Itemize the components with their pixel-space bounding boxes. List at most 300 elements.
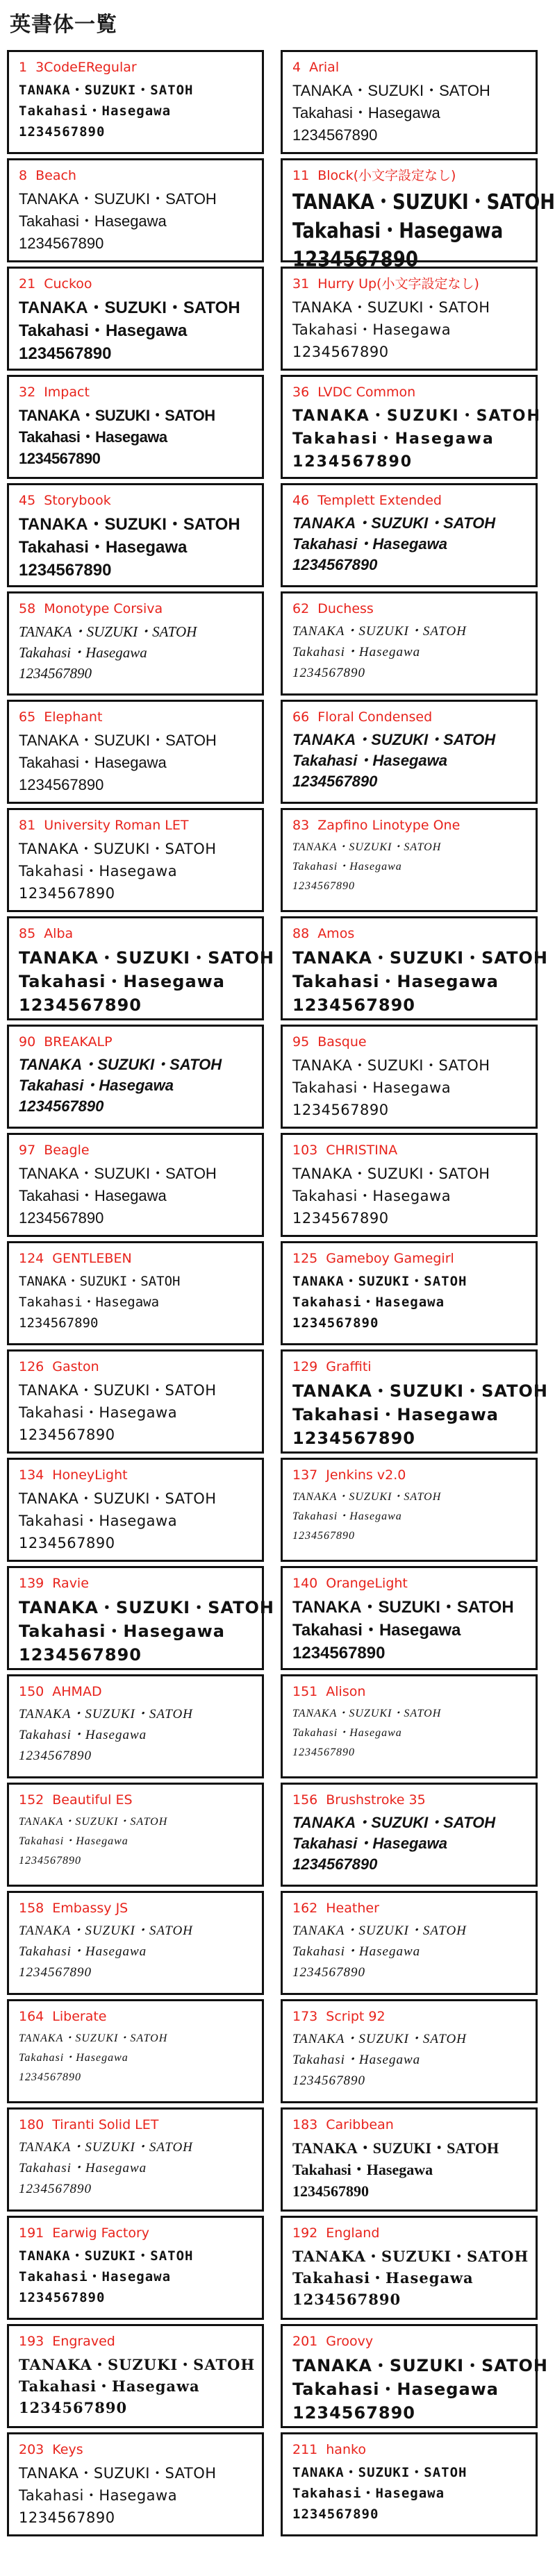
sample-line3: 1234567890 [19, 344, 112, 363]
font-number: 97 [19, 1143, 36, 1158]
sample-line2: Takahasi・Hasegawa [19, 538, 188, 557]
sample-line3: 1234567890 [292, 1530, 355, 1542]
sample-line3: 1234567890 [292, 126, 378, 144]
font-sample-card [281, 1025, 538, 1129]
font-number: 193 [19, 2334, 44, 2349]
font-sample-text [292, 621, 526, 684]
font-sample-text [292, 2137, 526, 2202]
font-number: 151 [292, 1684, 318, 1699]
font-number: 134 [19, 1467, 44, 1483]
font-sample-text [292, 1054, 526, 1121]
font-sample-text [292, 1921, 526, 1983]
font-sample-text [292, 405, 541, 473]
sample-line1: TANAKA・SUZUKI・SATOH [292, 2248, 529, 2265]
font-name: Basque [317, 1034, 367, 1050]
font-sample-text [19, 1379, 252, 1446]
sample-line2: Takahasi・Hasegawa [19, 1404, 178, 1421]
sample-line3: 1234567890 [19, 1315, 99, 1331]
sample-line2: Takahasi・Hasegawa [19, 2377, 200, 2395]
sample-line3: 1234567890 [292, 556, 378, 573]
font-number: 192 [292, 2225, 318, 2241]
sample-line2: Takahasi・Hasegawa [19, 428, 167, 446]
font-number: 4 [292, 60, 301, 75]
sample-line1: TANAKA・SUZUKI・SATOH [292, 731, 496, 748]
font-name: Duchess [317, 601, 374, 616]
font-sample-text [19, 1488, 252, 1554]
font-name: Earwig Factory [52, 2225, 150, 2241]
font-title [292, 1142, 526, 1159]
sample-line1: TANAKA・SUZUKI・SATOH [19, 948, 274, 968]
font-title [19, 276, 252, 292]
sample-line2: Takahasi・Hasegawa [292, 2269, 474, 2287]
font-sample-card [281, 2216, 538, 2320]
font-sample-text [292, 2462, 526, 2525]
font-number: 126 [19, 1359, 44, 1374]
font-title [19, 1683, 252, 1700]
sample-line1: TANAKA・SUZUKI・SATOH [292, 514, 496, 532]
font-number: 103 [292, 1143, 318, 1158]
sample-line2: Takahasi・Hasegawa [19, 212, 167, 230]
sample-line2: Takahasi・Hasegawa [19, 863, 178, 879]
font-sample-card [281, 1566, 538, 1670]
font-name: Floral Condensed [317, 709, 433, 725]
font-sample-text [292, 80, 526, 146]
font-number: 203 [19, 2442, 44, 2457]
font-number: 62 [292, 601, 310, 616]
font-name: Liberate [52, 2009, 107, 2024]
font-name: Cuckoo [44, 276, 92, 292]
font-sample-text [19, 1596, 274, 1667]
font-title [19, 492, 252, 509]
sample-line1: TANAKA・SUZUKI・SATOH [19, 732, 217, 749]
sample-line1: TANAKA・SUZUKI・SATOH [292, 1708, 442, 1719]
font-number: 65 [19, 709, 36, 725]
font-sample-card [7, 808, 264, 912]
font-name: Heather [326, 1901, 379, 1916]
font-number: 137 [292, 1467, 318, 1483]
font-name: AHMAD [52, 1684, 102, 1699]
font-sample-text [19, 730, 252, 796]
font-name: BREAKALP [44, 1034, 113, 1050]
font-sample-card [7, 1241, 264, 1345]
sample-line1: TANAKA・SUZUKI・SATOH [292, 841, 442, 853]
font-title [19, 1575, 252, 1592]
sample-line2: Takahasi・Hasegawa [292, 2380, 499, 2399]
sample-line3: 1234567890 [292, 1210, 389, 1227]
sample-line1: TANAKA・SUZUKI・SATOH [292, 2465, 467, 2480]
sample-line1: TANAKA・SUZUKI・SATOH [292, 2032, 467, 2046]
sample-line1: TANAKA・SUZUKI・SATOH [292, 1057, 490, 1074]
sample-line2: Takahasi・Hasegawa [19, 1295, 160, 1310]
font-name: Graffiti [326, 1359, 372, 1374]
font-sample-text [19, 405, 252, 469]
font-sample-text [292, 2029, 526, 2091]
font-title [292, 600, 526, 617]
sample-line3: 1234567890 [292, 2291, 401, 2308]
font-number: 201 [292, 2334, 318, 2349]
font-name: LVDC Common [317, 385, 416, 400]
font-name: OrangeLight [326, 1576, 408, 1591]
sample-line2: Takahasi・Hasegawa [292, 321, 452, 338]
sample-line3: 1234567890 [19, 1209, 104, 1227]
sample-line3: 1234567890 [19, 885, 115, 902]
font-sample-card [281, 808, 538, 912]
font-number: 124 [19, 1251, 44, 1266]
font-sample-text [292, 1704, 526, 1762]
font-number: 211 [292, 2442, 318, 2457]
font-sample-card [7, 2432, 264, 2536]
sample-line2: Takahasi・Hasegawa [292, 1295, 445, 1310]
sample-line3: 1234567890 [19, 1645, 142, 1665]
sample-line3: 1234567890 [19, 2399, 128, 2416]
font-sample-text [292, 2354, 548, 2425]
font-sample-card [7, 916, 274, 1020]
sample-line1: TANAKA・SUZUKI・SATOH [19, 1056, 222, 1073]
font-title [19, 2225, 252, 2241]
font-title [292, 492, 526, 509]
font-sample-card [281, 1349, 548, 1454]
font-number: 164 [19, 2009, 44, 2024]
sample-line1: TANAKA・SUZUKI・SATOH [292, 407, 541, 425]
font-name: Beautiful ES [52, 1792, 133, 1808]
sample-line2: Takahasi・Hasegawa [292, 1405, 499, 1424]
font-title [19, 1467, 252, 1483]
sample-line2: Takahasi・Hasegawa [19, 1513, 178, 1529]
sample-line1: TANAKA・SUZUKI・SATOH [19, 190, 217, 208]
font-sample-text [19, 1163, 252, 1229]
font-sample-text [292, 513, 526, 575]
font-title [19, 2116, 252, 2133]
font-sample-text [292, 188, 555, 274]
font-sample-card [7, 1891, 264, 1995]
font-sample-text [292, 1596, 526, 1665]
sample-line1: TANAKA・SUZUKI・SATOH [292, 1274, 467, 1289]
font-sample-text [19, 1812, 252, 1871]
font-name: University Roman LET [44, 818, 189, 833]
font-title [19, 2441, 252, 2458]
font-title [19, 925, 252, 942]
sample-line2: Takahasi・Hasegawa [19, 1944, 147, 1959]
sample-line2: Takahasi・Hasegawa [292, 219, 504, 244]
sample-line3: 1234567890 [19, 1535, 115, 1551]
font-number: 139 [19, 1576, 44, 1591]
font-number: 158 [19, 1901, 44, 1916]
font-sample-card [7, 50, 264, 154]
font-number: 1 [19, 60, 28, 75]
sample-line1: TANAKA・SUZUKI・SATOH [19, 1923, 193, 1938]
sample-line1: TANAKA・SUZUKI・SATOH [292, 2139, 499, 2157]
font-name: Keys [52, 2442, 83, 2457]
sample-line1: TANAKA・SUZUKI・SATOH [19, 1707, 193, 1721]
sample-line1: TANAKA・SUZUKI・SATOH [19, 1274, 181, 1289]
font-title [292, 2008, 526, 2025]
font-name: Hurry Up(小文字設定なし) [317, 276, 479, 292]
font-sample-text [19, 296, 252, 365]
sample-line3: 1234567890 [19, 450, 101, 467]
font-name: Jenkins v2.0 [326, 1467, 406, 1483]
font-title [292, 1683, 526, 1700]
sample-line1: TANAKA・SUZUKI・SATOH [292, 190, 555, 214]
font-title [292, 709, 526, 725]
sample-line2: Takahasi・Hasegawa [19, 2052, 129, 2064]
font-sample-text [19, 838, 252, 904]
font-sample-text [292, 1379, 548, 1450]
sample-line3: 1234567890 [292, 248, 418, 272]
font-title [19, 2008, 252, 2025]
font-number: 83 [292, 818, 310, 833]
font-sample-card [281, 158, 555, 272]
font-number: 95 [292, 1034, 310, 1050]
font-title [292, 1467, 526, 1483]
font-sample-text [292, 730, 526, 792]
sample-line2: Takahasi・Hasegawa [292, 1727, 402, 1739]
sample-line3: 1234567890 [292, 1965, 365, 1980]
font-sample-card [7, 483, 264, 587]
sample-line1: TANAKA・SUZUKI・SATOH [292, 1381, 548, 1401]
font-title [292, 925, 526, 942]
font-sample-text [19, 2354, 256, 2418]
font-name: Alba [44, 926, 74, 941]
sample-line2: Takahasi・Hasegawa [19, 103, 172, 119]
font-number: 90 [19, 1034, 36, 1050]
sample-line3: 1234567890 [292, 1429, 415, 1448]
font-name: Engraved [52, 2334, 115, 2349]
font-sample-text [19, 621, 252, 684]
sample-line1: TANAKA・SUZUKI・SATOH [292, 1598, 514, 1617]
sample-line3: 1234567890 [292, 1644, 386, 1662]
font-number: 173 [292, 2009, 318, 2024]
sample-line2: Takahasi・Hasegawa [292, 1621, 461, 1640]
sample-line1: TANAKA・SUZUKI・SATOH [19, 298, 240, 317]
sample-line3: 1234567890 [292, 880, 355, 892]
font-number: 31 [292, 276, 310, 292]
font-sample-card [7, 591, 264, 696]
font-name: Groovy [326, 2334, 374, 2349]
font-name: Amos [317, 926, 355, 941]
font-number: 156 [292, 1792, 318, 1808]
sample-line3: 1234567890 [292, 1102, 389, 1118]
font-number: 58 [19, 601, 36, 616]
font-name: Impact [44, 385, 90, 400]
sample-line3: 1234567890 [292, 2073, 365, 2088]
sample-line2: Takahasi・Hasegawa [292, 535, 447, 553]
font-name: Caribbean [326, 2117, 394, 2132]
font-sample-card [281, 375, 541, 479]
sample-line2: Takahasi・Hasegawa [292, 1835, 447, 1852]
font-sample-card [281, 1458, 538, 1562]
font-number: 152 [19, 1792, 44, 1808]
sample-line3: 1234567890 [292, 2182, 369, 2200]
font-title [292, 1034, 526, 1050]
sample-line3: 1234567890 [19, 776, 104, 793]
font-sample-card [281, 1999, 538, 2103]
font-name: Tiranti Solid LET [52, 2117, 159, 2132]
sample-line2: Takahasi・Hasegawa [19, 1835, 129, 1847]
font-number: 46 [292, 493, 310, 508]
sample-line2: Takahasi・Hasegawa [292, 2161, 433, 2178]
sample-line1: TANAKA・SUZUKI・SATOH [19, 1816, 168, 1828]
font-sample-card [7, 1025, 264, 1129]
font-name: GENTLEBEN [52, 1251, 132, 1266]
sample-line1: TANAKA・SUZUKI・SATOH [292, 1923, 467, 1938]
sample-line2: Takahasi・Hasegawa [292, 104, 440, 121]
font-name: Brushstroke 35 [326, 1792, 426, 1808]
sample-line1: TANAKA・SUZUKI・SATOH [19, 1382, 217, 1399]
sample-line2: Takahasi・Hasegawa [292, 752, 447, 769]
font-number: 8 [19, 168, 28, 183]
font-name: Embassy JS [52, 1901, 129, 1916]
font-sample-text [292, 1488, 526, 1546]
font-name: Arial [309, 60, 340, 75]
font-title [292, 1900, 526, 1917]
font-title [19, 709, 252, 725]
font-sample-card [281, 1674, 538, 1778]
font-title [19, 1358, 252, 1375]
font-number: 11 [292, 168, 310, 183]
sample-line3: 1234567890 [19, 1965, 92, 1980]
sample-line1: TANAKA・SUZUKI・SATOH [292, 299, 490, 316]
sample-line2: Takahasi・Hasegawa [19, 644, 147, 661]
font-name: Gameboy Gamegirl [326, 1251, 454, 1266]
sample-line3: 1234567890 [19, 2182, 92, 2196]
sample-line1: TANAKA・SUZUKI・SATOH [19, 2032, 168, 2044]
font-number: 183 [292, 2117, 318, 2132]
sample-line3: 1234567890 [292, 773, 378, 790]
sample-line3: 1234567890 [292, 995, 415, 1015]
sample-line3: 1234567890 [19, 124, 106, 140]
font-number: 88 [292, 926, 310, 941]
sample-line3: 1234567890 [19, 1855, 81, 1867]
font-number: 32 [19, 385, 36, 400]
font-sample-card [281, 483, 538, 587]
font-sample-card [281, 50, 538, 154]
sample-line3: 1234567890 [292, 1746, 355, 1758]
font-sample-card [281, 2432, 538, 2536]
font-sample-card [281, 2107, 538, 2212]
sample-line2: Takahasi・Hasegawa [292, 2486, 445, 2501]
font-name: Block(小文字設定なし) [317, 168, 456, 183]
sample-line2: Takahasi・Hasegawa [292, 1079, 452, 1096]
font-title [19, 384, 252, 401]
page-title: 英書体一覧 [10, 12, 117, 37]
font-name: Elephant [44, 709, 103, 725]
sample-line3: 1234567890 [292, 2403, 415, 2423]
font-name: hanko [326, 2442, 366, 2457]
font-title [292, 59, 526, 76]
font-sample-text [292, 1271, 526, 1333]
sample-line3: 1234567890 [292, 1315, 379, 1331]
font-title [292, 276, 526, 292]
sample-line3: 1234567890 [19, 665, 92, 682]
font-number: 36 [292, 385, 310, 400]
sample-line1: TANAKA・SUZUKI・SATOH [292, 948, 548, 968]
font-title [19, 1250, 252, 1267]
font-name: Beagle [44, 1143, 90, 1158]
sample-line3: 1234567890 [19, 235, 104, 252]
font-name: Ravie [52, 1576, 89, 1591]
font-sample-text [19, 188, 252, 255]
font-sample-text [19, 946, 274, 1017]
sample-line1: TANAKA・SUZUKI・SATOH [19, 2356, 256, 2373]
font-title [292, 2225, 526, 2241]
sample-line3: 1234567890 [19, 2290, 106, 2305]
font-sample-text [19, 2029, 252, 2087]
font-title [292, 384, 526, 401]
font-title [292, 817, 526, 834]
font-sample-card [7, 1349, 264, 1454]
sample-line2: Takahasi・Hasegawa [19, 754, 167, 771]
sample-line1: TANAKA・SUZUKI・SATOH [19, 1598, 274, 1617]
font-name: 3CodeERegular [35, 60, 137, 75]
sample-line3: 1234567890 [292, 453, 413, 471]
font-name: CHRISTINA [326, 1143, 398, 1158]
font-sample-text [292, 838, 526, 896]
sample-line2: Takahasi・Hasegawa [292, 1188, 452, 1204]
sample-line1: TANAKA・SUZUKI・SATOH [19, 1165, 217, 1182]
sample-line2: Takahasi・Hasegawa [19, 1077, 174, 1094]
font-name: Alison [326, 1684, 366, 1699]
font-sample-card [7, 375, 264, 479]
sample-line2: Takahasi・Hasegawa [292, 861, 402, 873]
font-sample-text [19, 2246, 252, 2308]
font-sample-text [19, 1054, 252, 1117]
font-name: Monotype Corsiva [44, 601, 163, 616]
font-sample-text [292, 1163, 526, 1229]
font-sample-card [281, 1783, 538, 1887]
sample-line1: TANAKA・SUZUKI・SATOH [19, 841, 217, 857]
font-sample-card [7, 1999, 264, 2103]
font-sample-text [292, 296, 526, 363]
font-sample-card [7, 267, 264, 371]
font-title [292, 1575, 526, 1592]
font-title [19, 1034, 252, 1050]
font-sample-card [281, 700, 538, 804]
font-sample-grid [7, 50, 555, 2541]
font-number: 162 [292, 1901, 318, 1916]
font-sample-card [7, 158, 264, 262]
sample-line1: TANAKA・SUZUKI・SATOH [19, 2140, 193, 2155]
sample-line2: Takahasi・Hasegawa [292, 2053, 421, 2067]
font-name: Zapfino Linotype One [317, 818, 461, 833]
font-sample-card [7, 2324, 264, 2428]
font-title [19, 1900, 252, 1917]
sample-line3: 1234567890 [292, 344, 389, 360]
font-sample-card [7, 1133, 264, 1237]
font-sample-card [7, 700, 264, 804]
sample-line2: Takahasi・Hasegawa [19, 2161, 147, 2175]
font-title [19, 2333, 252, 2350]
sample-line1: TANAKA・SUZUKI・SATOH [19, 623, 197, 640]
font-sample-text [19, 1271, 252, 1333]
font-number: 150 [19, 1684, 44, 1699]
sample-line2: Takahasi・Hasegawa [292, 972, 499, 991]
sample-line1: TANAKA・SUZUKI・SATOH [19, 515, 240, 534]
sample-line1: TANAKA・SUZUKI・SATOH [19, 83, 194, 98]
sample-line1: TANAKA・SUZUKI・SATOH [19, 2248, 194, 2264]
font-sample-text [19, 1921, 252, 1983]
sample-line2: Takahasi・Hasegawa [19, 1187, 167, 1204]
sample-line3: 1234567890 [19, 1749, 92, 1763]
font-sample-card [281, 1133, 538, 1237]
font-number: 129 [292, 1359, 318, 1374]
font-sample-card [7, 2216, 264, 2320]
sample-line3: 1234567890 [292, 666, 365, 680]
font-name: Script 92 [326, 2009, 386, 2024]
font-sample-text [292, 2246, 529, 2310]
sample-line1: TANAKA・SUZUKI・SATOH [292, 82, 490, 99]
sample-line1: TANAKA・SUZUKI・SATOH [292, 2356, 548, 2375]
font-title [292, 2116, 526, 2133]
